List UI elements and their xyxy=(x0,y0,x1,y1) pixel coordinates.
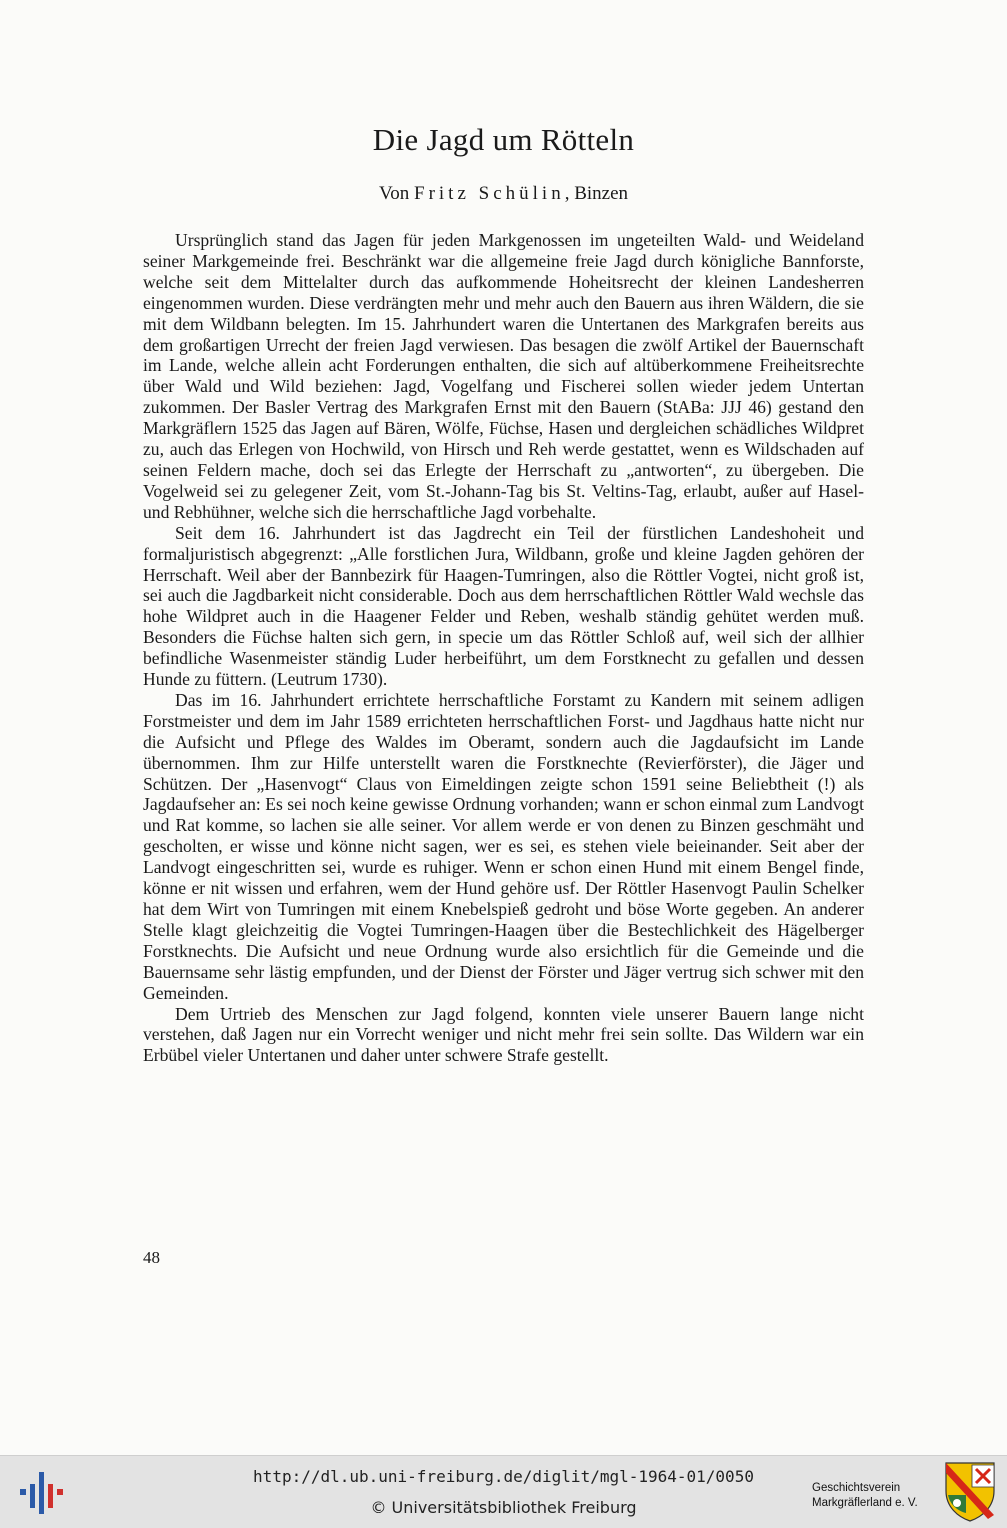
paragraph: Das im 16. Jahrhundert errichtete herrschaftliche Forstamt zu Kandern mit seinem adligen Forstmeister und dem im Jahr 1589 errichteten herrschaftlichen Forst- und Jagdhaus hatte nicht nur die Aufsicht und Pflege des Waldes im Oberamt, sondern auch die Jagdaufsicht im Lande übernommen. Ihm zur Hilfe unterstellt waren die Forstknechte (Revierförster), die Jäger und Schützen. Der „Hasenvogt“ Claus von Eimeldingen zeigte schon 1591 seine Beliebtheit (!) als Jagdaufseher an: Es sei noch keine gewisse Ordnung vorhanden; wann er schon einmal zum Landvogt und Rat komme, so lachen sie alle seiner. Vor allem werde er von denen zu Binzen geschmäht und gescholten, er wisse und könne nicht sagen, wer es sei, es stehen viele beieinander. Seit aber der Landvogt eingeschritten sei, wurde es ruhiger. Wenn er schon einen Hund mit einem Bengel finde, könne er nit wissen und erfahren, wem der Hund gehöre usf. Der Röttler Hasenvogt Paulin Schelker hat dem Wirt von Tumringen mit einem Knebelspieß gedroht und böse Worte gegeben. An anderer Stelle klagt gleichzeitig die Vogtei Tumringen-Haagen über die Bestechlichkeit des Hägelberger Forstknechts. Die Aufsicht und neue Ordnung wurde also ersichtlich für die Gemeinde und die Bauernsame sehr lästig empfunden, und der Dienst der Förster und Jäger vertrug sich schwer mit den Gemeinden. xyxy=(143,689,864,1003)
society-name-line2: Markgräflerland e. V. xyxy=(812,1497,918,1509)
copyright-notice: © Universitätsbibliothek Freiburg xyxy=(370,1498,637,1517)
byline-place: , Binzen xyxy=(564,183,629,204)
coat-of-arms-icon xyxy=(944,1461,996,1523)
author-name: Fritz Schülin xyxy=(414,183,565,204)
document-url[interactable]: http://dl.ub.uni-freiburg.de/diglit/mgl-1964-01/0050 xyxy=(253,1467,754,1486)
article-byline xyxy=(0,183,1007,205)
society-name-line1: Geschichtsverein xyxy=(812,1482,901,1494)
paragraph: Dem Urtrieb des Menschen zur Jagd folgend, konnten viele unserer Bauern lange nicht verstehen, daß Jagen nur ein Vorrecht weniger und nicht mehr frei sein sollte. Das Wildern war ein Erbübel vieler Untertanen und daher unter schwere Strafe gestellt. xyxy=(143,1003,864,1066)
article-title: Die Jagd um Rötteln xyxy=(372,122,635,157)
paragraph: Ursprünglich stand das Jagen für jeden Markgenossen im ungeteilten Wald- und Weideland seiner Markgemeinde frei. Beschränkt war die allgemeine freie Jagd durch königliche Bannforste, welche seit dem Mittelalter durch das aufkommende Hoheitsrecht der kleinen Landesherren eingenommen wurden. Diese verdrängten mehr und mehr auch den Bauern aus ihren Wäldern, die sie mit dem Wildbann belegten. Im 15. Jahrhundert waren die Untertanen des Markgrafen bereits aus dem großartigen Urrecht der freien Jagd verwiesen. Das besagen die zwölf Artikel der Bauernschaft im Lande, welche allein acht Forderungen enthalten, die sich auf altüberkommene Freiheitsrechte über Wald und Wild beziehen: Jagd, Vogelfang und Fischerei sollen wieder jedem Untertan zukommen. Der Basler Vertrag des Markgrafen Ernst mit den Bauern (StABa: JJJ 46) gestand den Markgräflern 1525 das Jagen auf Bären, Wölfe, Füchse, Hasen und dergleichen schädliches Wildpret zu, auch das Erlegen von Hochwild, von Hirsch und Reh werde gestattet, wenn es Wildschaden auf seinen Feldern mache, doch sei das Erlegte der Herrschaft zu „antworten“, zu übergeben. Die Vogelweid sei zu gelegener Zeit, vom St.-Johann-Tag bis St. Veltins-Tag, erlaubt, außer auf Hasel- und Rebhühner, welche sich die herrschaftliche Jagd vorbehalte. xyxy=(143,230,864,522)
page-number: 48 xyxy=(143,1248,160,1267)
article-body xyxy=(143,230,864,1066)
viewer-footer xyxy=(0,1455,1007,1528)
paragraph: Seit dem 16. Jahrhundert ist das Jagdrecht ein Teil der fürstlichen Landeshoheit und formaljuristisch abgegrenzt: „Alle forstlichen Jura, Wildbann, große und kleine Jagden gehören der Herrschaft. Weil aber der Bannbezirk für Haagen-Tumringen, also die Röttler Vogtei, nicht groß ist, sei auch die Jagdbarkeit nicht considerable. Doch aus dem herrschaftlichen Röttler Wald wechsle das hohe Wildpret auch in die Haagener Felder und Reben, weshalb ständig gehütet werden muß. Besonders die Füchse halten sich gern, in specie um das Röttler Schloß auf, weil sich der allhier befindliche Wasenmeister ständig Luder herbeiführt, um dem Forstknecht zu gefallen und dessen Hunde zu füttern. (Leutrum 1730). xyxy=(143,522,864,690)
society-name xyxy=(812,1481,940,1511)
byline-prefix: Von xyxy=(378,183,414,204)
